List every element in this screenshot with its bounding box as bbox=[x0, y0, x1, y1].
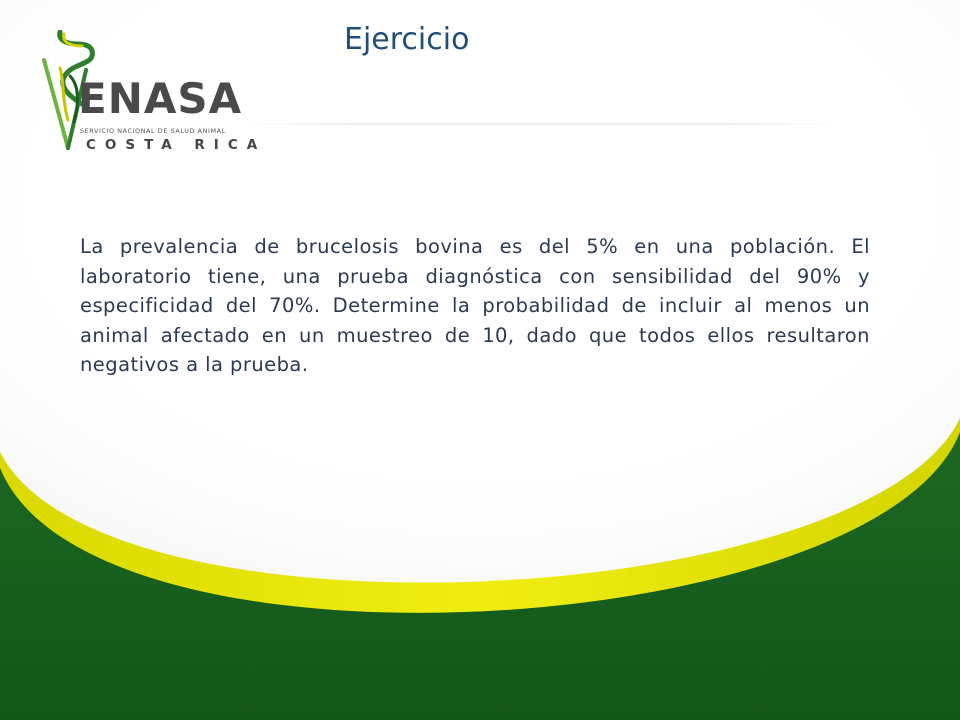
logo-country: COSTA RICA bbox=[86, 137, 267, 153]
slide-title: Ejercicio bbox=[344, 22, 470, 57]
senasa-logo bbox=[38, 30, 267, 153]
logo-subtitle: SERVICIO NACIONAL DE SALUD ANIMAL bbox=[80, 127, 226, 135]
header-divider bbox=[240, 123, 840, 125]
logo-wordmark: ENASA bbox=[78, 74, 243, 123]
exercise-text: La prevalencia de brucelosis bovina es del 5% en una población. El laboratorio tiene, una prueba diagnóstica con sensibilidad del 90% y especificidad del 70%. Determine la probabilidad de incluir al menos un animal afectado en un muestreo de 10, dado que todos ellos resultaron negativos a la prueba. bbox=[80, 235, 870, 376]
